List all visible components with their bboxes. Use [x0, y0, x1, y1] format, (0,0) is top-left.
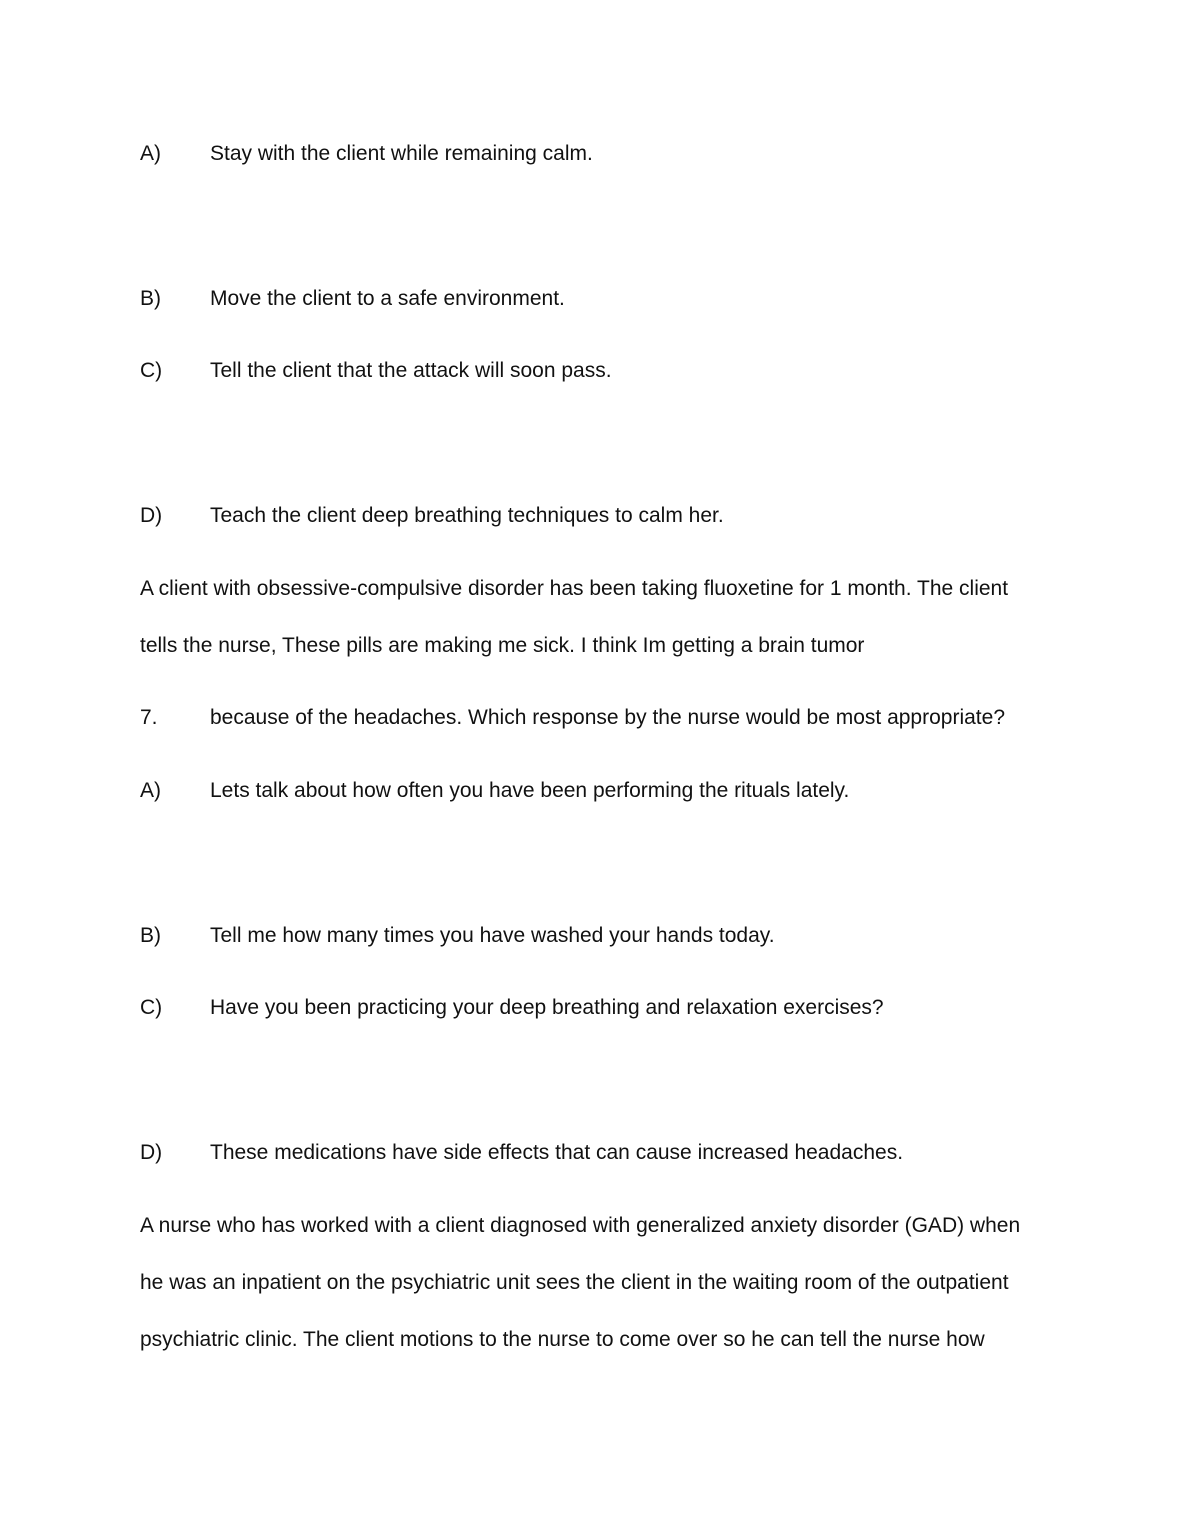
question-number: 7. — [140, 706, 158, 729]
question-stem-text: because of the headaches. Which response by the nurse would be most appropriate? — [210, 706, 1005, 729]
option-label: C) — [140, 996, 163, 1019]
option-label: D) — [140, 504, 163, 527]
option-text: Lets talk about how often you have been performing the rituals lately. — [210, 779, 850, 802]
option-text: Tell me how many times you have washed your hands today. — [210, 924, 775, 947]
option-label: B) — [140, 287, 161, 310]
q8-stem-line-2: he was an inpatient on the psychiatric unit sees the client in the waiting room of the outpatient — [140, 1271, 1009, 1294]
option-label: D) — [140, 1141, 163, 1164]
q8-stem-line-1: A nurse who has worked with a client diagnosed with generalized anxiety disorder (GAD) when — [140, 1214, 1021, 1237]
option-text: Teach the client deep breathing techniques to calm her. — [210, 504, 724, 527]
option-label: C) — [140, 359, 163, 382]
q8-stem-line-3: psychiatric clinic. The client motions to the nurse to come over so he can tell the nurse how — [140, 1328, 985, 1351]
q7-stem-line-1: A client with obsessive-compulsive disorder has been taking fluoxetine for 1 month. The client — [140, 577, 1009, 600]
option-label: A) — [140, 142, 161, 165]
option-text: Move the client to a safe environment. — [210, 287, 565, 310]
q7-stem-line-2: tells the nurse, These pills are making me sick. I think Im getting a brain tumor — [140, 634, 865, 657]
option-text: Have you been practicing your deep breathing and relaxation exercises? — [210, 996, 884, 1019]
option-text: These medications have side effects that can cause increased headaches. — [210, 1141, 904, 1164]
option-text: Tell the client that the attack will soon pass. — [210, 359, 612, 382]
option-label: A) — [140, 779, 161, 802]
option-text: Stay with the client while remaining calm. — [210, 142, 593, 165]
option-label: B) — [140, 924, 161, 947]
